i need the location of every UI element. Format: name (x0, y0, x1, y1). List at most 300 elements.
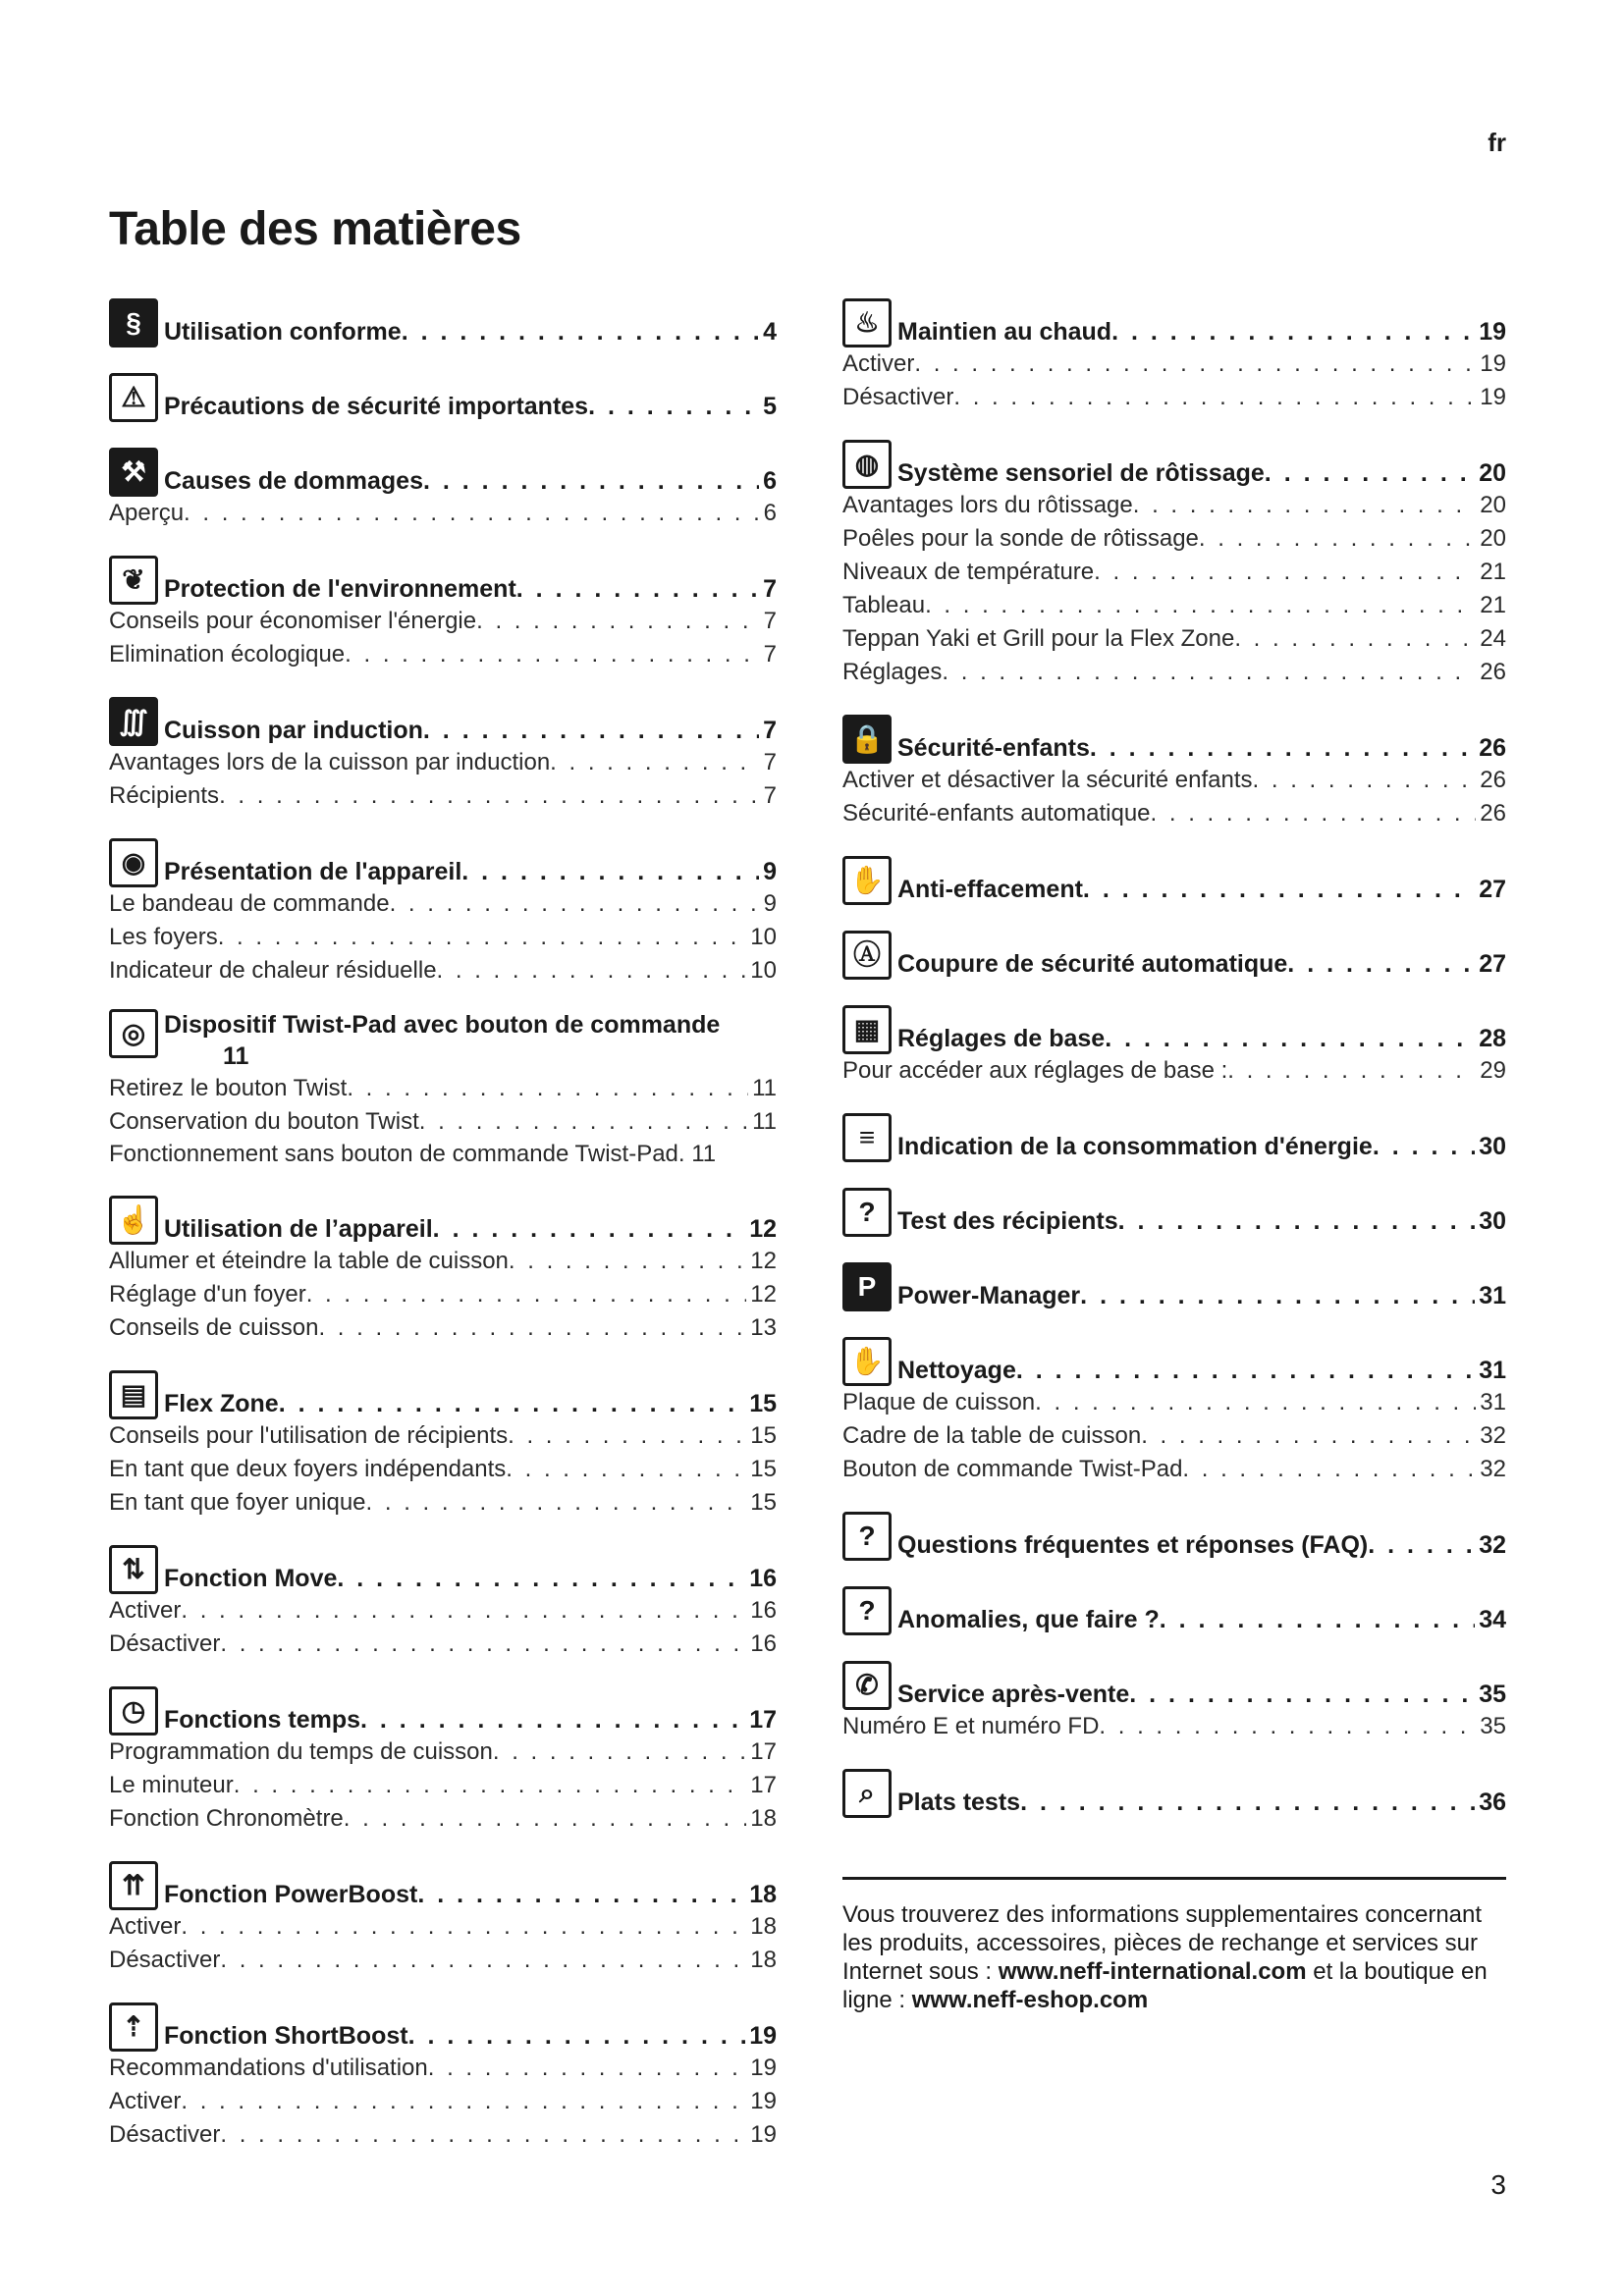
toc-entry-label: Avantages lors de la cuisson par induction (109, 749, 551, 775)
flex-zone-icon: ▤ (109, 1370, 158, 1419)
toc-heading-text (164, 573, 777, 605)
toc-heading-page: 31 (1479, 1357, 1506, 1384)
toc-entry-label: Récipients (109, 782, 220, 809)
toc-entry[interactable] (109, 497, 777, 530)
toc-heading-label: Flex Zone (164, 1390, 279, 1417)
dot-leader (1016, 1355, 1475, 1386)
toc-section (109, 693, 777, 813)
toc-left-column (109, 294, 777, 2173)
toc-entry-page: 19 (1480, 384, 1506, 410)
toc-entry-label: Poêles pour la sonde de rôtissage (842, 525, 1199, 552)
dot-leader (550, 746, 759, 779)
dot-leader (337, 1563, 745, 1594)
toc-heading-page: 4 (763, 318, 777, 346)
language-code: fr (1488, 128, 1506, 157)
toc-heading-label: Maintien au chaud (897, 318, 1112, 346)
toc-section-heading[interactable] (109, 444, 777, 497)
toc-heading-label: Anomalies, que faire ? (897, 1606, 1160, 1633)
toc-section-heading[interactable] (109, 294, 777, 347)
info-text-2: et la boutique en ligne : (842, 1958, 1488, 2013)
toc-heading-text (164, 316, 777, 347)
hand-use-icon: ☝ (109, 1196, 158, 1245)
dot-leader (1035, 1386, 1476, 1419)
toc-section (109, 1541, 777, 1661)
dot-leader (1287, 948, 1475, 980)
toc-heading-text (164, 1704, 777, 1735)
toc-section-heading[interactable] (842, 1109, 1506, 1162)
toc-section-heading[interactable] (842, 1657, 1506, 1710)
toc-entry[interactable] (109, 1486, 777, 1520)
toc-entry-page: 15 (750, 1456, 777, 1482)
toc-entry-label: En tant que foyer unique (109, 1489, 366, 1516)
toc-entry-page: 15 (750, 1422, 777, 1449)
toc-heading-text (164, 1879, 777, 1910)
timer-clock-icon: ◷ (109, 1686, 158, 1735)
toc-heading-page: 19 (1479, 318, 1506, 346)
toc-heading-label: Service après-vente (897, 1681, 1130, 1708)
toc-entry-label: Conseils de cuisson (109, 1314, 319, 1341)
toc-entry-page: 12 (750, 1248, 777, 1274)
toc-section-heading[interactable] (842, 1582, 1506, 1635)
toc-section (109, 1857, 777, 1977)
toc-heading-page: 35 (1479, 1681, 1506, 1708)
toc-heading-label: Protection de l'environnement (164, 575, 516, 603)
toc-entry[interactable] (842, 622, 1506, 656)
toc-section-heading[interactable] (109, 834, 777, 887)
toc-section (109, 1009, 777, 1170)
dot-leader (279, 1388, 746, 1419)
toc-heading-text (897, 1787, 1506, 1818)
dot-leader (1111, 316, 1475, 347)
toc-section-heading[interactable] (109, 1192, 777, 1245)
dot-leader (1133, 489, 1477, 522)
faq-document-icon: ? (842, 1512, 892, 1561)
toc-entry-page: 11 (752, 1075, 777, 1101)
toc-heading-text (164, 1213, 777, 1245)
toc-heading-label: Fonctions temps (164, 1706, 361, 1734)
dot-leader (508, 1419, 746, 1453)
toc-heading-text (897, 1604, 1506, 1635)
dot-leader (347, 1072, 748, 1105)
toc-entry-label: Les foyers (109, 924, 218, 950)
toc-entry-page: 31 (1480, 1389, 1506, 1415)
toc-entry-label: Programmation du temps de cuisson (109, 1738, 493, 1765)
dot-leader (417, 1879, 745, 1910)
toc-section (109, 552, 777, 671)
dot-leader (1090, 732, 1475, 764)
toc-entry[interactable] (109, 1802, 777, 1836)
toc-entry[interactable] (109, 1311, 777, 1345)
power-manager-icon: P (842, 1262, 892, 1311)
toc-section (842, 1582, 1506, 1635)
toc-section (842, 711, 1506, 830)
dot-leader (914, 347, 1476, 381)
toc-section (842, 1001, 1506, 1088)
toc-entry-page: 18 (750, 1805, 777, 1832)
keep-warm-icon: ♨ (842, 298, 892, 347)
toc-entry[interactable] (842, 589, 1506, 622)
toc-section-heading[interactable] (109, 1999, 777, 2052)
toc-entry[interactable] (842, 556, 1506, 589)
toc-entry-label: Activer (109, 2088, 182, 2114)
shortboost-pan-icon: ⇡ (109, 2002, 158, 2052)
dot-leader (234, 1769, 747, 1802)
cleaning-hand-icon: ✋ (842, 1337, 892, 1386)
toc-section-heading[interactable] (842, 1765, 1506, 1818)
toc-heading-page: 30 (1479, 1207, 1506, 1235)
toc-entry-page: 7 (763, 641, 777, 667)
toc-heading-label: Plats tests (897, 1789, 1021, 1816)
toc-section-heading[interactable] (109, 1682, 777, 1735)
toc-entry[interactable] (109, 921, 777, 954)
toc-heading-page: 32 (1479, 1531, 1506, 1559)
toc-heading-label: Indication de la consommation d'énergie (897, 1133, 1373, 1160)
dot-leader (506, 1453, 746, 1486)
dot-leader (588, 391, 759, 422)
toc-right-column (842, 294, 1506, 1840)
toc-entry-page: 32 (1480, 1422, 1506, 1449)
website-link[interactable]: www.neff-international.com (998, 1958, 1307, 1985)
toc-heading-text (897, 316, 1506, 347)
dot-leader (345, 638, 759, 671)
toc-entry-label: Recommandations d'utilisation (109, 2055, 428, 2081)
toc-entry[interactable] (109, 1769, 777, 1802)
toc-entry[interactable] (109, 2052, 777, 2085)
toc-section (109, 1192, 777, 1345)
toc-entry-page: 24 (1480, 625, 1506, 652)
eshop-link[interactable]: www.neff-eshop.com (911, 1987, 1149, 2013)
toc-entry[interactable] (109, 1910, 777, 1944)
toc-entry-page: 26 (1480, 800, 1506, 827)
toc-entry[interactable] (109, 1594, 777, 1628)
move-pan-icon: ⇅ (109, 1545, 158, 1594)
toc-entry-label: Teppan Yaki et Grill pour la Flex Zone (842, 625, 1235, 652)
toc-entry[interactable]: Fonctionnement sans bouton de commande Twist-Pad. 11 (109, 1141, 717, 1167)
dot-leader (181, 1594, 746, 1628)
toc-entry-label: Désactiver (109, 2121, 221, 2148)
dot-leader (366, 1486, 747, 1520)
toc-entry-page: 35 (1480, 1713, 1506, 1739)
toc-section-heading[interactable] (842, 1184, 1506, 1237)
dot-leader (428, 2052, 747, 2085)
warning-triangle-icon: ⚠ (109, 373, 158, 422)
dot-leader (1020, 1787, 1475, 1818)
toc-heading-label: Dispositif Twist-Pad avec bouton de commande (164, 1011, 721, 1039)
toc-entry-label: Plaque de cuisson (842, 1389, 1036, 1415)
online-info (842, 1900, 1506, 2014)
toc-entry[interactable] (109, 1072, 777, 1105)
dot-leader (433, 1213, 746, 1245)
toc-heading-text (897, 1679, 1506, 1710)
dot-leader (1160, 1604, 1475, 1635)
toc-entry-page: 29 (1480, 1057, 1506, 1084)
toc-section (109, 444, 777, 530)
toc-heading-label: Power-Manager (897, 1282, 1081, 1309)
dot-leader (1129, 1679, 1475, 1710)
toc-heading-label: Sécurité-enfants (897, 734, 1090, 762)
toc-entry[interactable] (842, 1386, 1506, 1419)
toc-entry-label: Numéro E et numéro FD (842, 1713, 1100, 1739)
toc-entry[interactable] (109, 954, 777, 988)
toc-section-heading[interactable] (109, 1857, 777, 1910)
toc-heading-page: 18 (749, 1881, 777, 1908)
toc-heading-page: 20 (1479, 459, 1506, 487)
toc-entry-page: 32 (1480, 1456, 1506, 1482)
toc-entry-page: 17 (750, 1738, 777, 1765)
toc-section (842, 927, 1506, 980)
toc-heading-page: 17 (749, 1706, 777, 1734)
dot-leader (1373, 1131, 1475, 1162)
toc-entry-label: Activer (842, 350, 915, 377)
toc-heading-page: 28 (1479, 1025, 1506, 1052)
toc-section (842, 1184, 1506, 1237)
toc-entry[interactable] (109, 1944, 777, 1977)
toc-entry-page: 13 (750, 1314, 777, 1341)
toc-heading-page: 30 (1479, 1133, 1506, 1160)
toc-section (109, 834, 777, 988)
dot-leader (493, 1735, 746, 1769)
toc-entry-page: 19 (750, 2121, 777, 2148)
dot-leader (360, 1704, 745, 1735)
toc-section (109, 294, 777, 347)
toc-section (842, 294, 1506, 414)
toc-section (842, 1258, 1506, 1311)
toc-section-heading[interactable] (842, 852, 1506, 905)
info-text-1: Vous trouverez des informations supplementaires concernant les produits, accessoires, pièces de rechange et services sur Internet sous : (842, 1901, 1483, 1985)
toc-entry[interactable] (842, 797, 1506, 830)
toc-entry-label: Activer (109, 1597, 182, 1624)
toc-entry-page: 16 (750, 1597, 777, 1624)
toc-heading-page: 5 (763, 393, 777, 420)
toc-entry[interactable] (109, 638, 777, 671)
toc-entry[interactable] (842, 1453, 1506, 1486)
magnifier-icon: ⌕ (842, 1769, 892, 1818)
toc-entry-label: Le minuteur (109, 1772, 234, 1798)
toc-heading-page: 15 (749, 1390, 777, 1417)
toc-entry-page: 7 (763, 608, 777, 634)
toc-entry-page: 18 (750, 1913, 777, 1940)
toc-entry[interactable] (109, 1105, 777, 1139)
toc-entry[interactable] (109, 1245, 777, 1278)
toc-section-heading[interactable] (109, 1541, 777, 1594)
dot-leader (437, 954, 747, 988)
toc-entry[interactable] (842, 522, 1506, 556)
toc-entry-label: Sécurité-enfants automatique (842, 800, 1151, 827)
dot-leader (218, 921, 747, 954)
page-number: 3 (1490, 2169, 1506, 2200)
toc-entry-page: 11 (752, 1108, 777, 1135)
dot-leader (344, 1802, 747, 1836)
toc-entry-page: 20 (1480, 525, 1506, 552)
dot-leader (181, 2085, 746, 2118)
toc-entry[interactable] (109, 1419, 777, 1453)
toc-heading-text (897, 457, 1506, 489)
toc-entry-page: 19 (750, 2088, 777, 2114)
toc-entry[interactable] (109, 1453, 777, 1486)
auto-shutoff-icon: Ⓐ (842, 931, 892, 980)
toc-entry[interactable] (109, 1628, 777, 1661)
toc-heading-text (164, 856, 777, 887)
toc-entry-label: Conservation du bouton Twist (109, 1108, 419, 1135)
dot-leader (220, 2118, 746, 2152)
toc-entry[interactable] (842, 1054, 1506, 1088)
toc-entry-label: Tableau (842, 592, 926, 618)
toc-entry[interactable] (109, 605, 777, 638)
toc-heading-page: 11 (223, 1042, 249, 1070)
toc-entry-page: 20 (1480, 492, 1506, 518)
toc-entry-label: Aperçu (109, 500, 185, 526)
toc-entry-label: Bouton de commande Twist-Pad (842, 1456, 1183, 1482)
toc-heading-text (897, 1529, 1506, 1561)
toc-entry[interactable] (842, 764, 1506, 797)
toc-entry-label: Conseils pour économiser l'énergie (109, 608, 477, 634)
toc-section-heading[interactable] (842, 927, 1506, 980)
toc-heading-text (897, 1205, 1506, 1237)
toc-heading-label: Questions fréquentes et réponses (FAQ) (897, 1531, 1369, 1559)
toc-heading-text (897, 732, 1506, 764)
page-title: Table des matières (109, 203, 521, 255)
twist-pad-knob-icon: ◎ (109, 1009, 158, 1058)
toc-entry-label: Elimination écologique (109, 641, 346, 667)
toc-entry-page: 19 (750, 2055, 777, 2081)
toc-section-heading[interactable] (842, 1258, 1506, 1311)
toc-section-heading[interactable] (109, 552, 777, 605)
dot-leader (390, 887, 760, 921)
toc-entry-page: 21 (1480, 592, 1506, 618)
cookware-test-icon: ? (842, 1188, 892, 1237)
toc-entry-label: En tant que deux foyers indépendants (109, 1456, 507, 1482)
dot-leader (509, 1245, 746, 1278)
toc-heading-text (897, 874, 1506, 905)
toc-entry-label: Cadre de la table de cuisson (842, 1422, 1142, 1449)
toc-entry-label: Le bandeau de commande (109, 890, 390, 917)
toc-section-heading[interactable] (842, 1508, 1506, 1561)
toc-heading-text (897, 948, 1506, 980)
toc-section-heading[interactable] (109, 369, 777, 422)
toc-entry[interactable] (842, 656, 1506, 689)
dot-leader (1099, 1710, 1476, 1743)
toc-entry[interactable] (109, 887, 777, 921)
toc-heading-label: Anti-effacement (897, 876, 1083, 903)
dot-leader (1105, 1023, 1475, 1054)
induction-coil-icon: ∭ (109, 697, 158, 746)
toc-entry[interactable] (109, 746, 777, 779)
toc-entry-label: Fonction Chronomètre (109, 1805, 344, 1832)
toc-heading-label: Fonction Move (164, 1565, 338, 1592)
toc-entry-page: 26 (1480, 659, 1506, 685)
dot-leader (220, 1628, 746, 1661)
toc-heading-text (897, 1355, 1506, 1386)
toc-section-heading[interactable] (842, 711, 1506, 764)
toc-entry-page: 6 (763, 500, 777, 526)
toc-entry-page: 10 (750, 957, 777, 984)
toc-section (109, 1682, 777, 1836)
toc-entry[interactable] (842, 1710, 1506, 1743)
toc-heading-page: 19 (749, 2022, 777, 2050)
toc-section (842, 1765, 1506, 1818)
toc-entry-page: 7 (763, 749, 777, 775)
toc-entry-page: 17 (750, 1772, 777, 1798)
toc-entry-page: 19 (1480, 350, 1506, 377)
dot-leader (408, 2020, 746, 2052)
toc-heading-label: Précautions de sécurité importantes (164, 393, 589, 420)
toc-heading-label: Fonction ShortBoost (164, 2022, 408, 2050)
toc-section-heading[interactable] (109, 1366, 777, 1419)
toc-entry[interactable] (109, 1735, 777, 1769)
dot-leader (402, 316, 759, 347)
toc-section (842, 1333, 1506, 1486)
dot-leader (1151, 797, 1477, 830)
dot-leader (1182, 1453, 1476, 1486)
toc-section-heading[interactable] (109, 693, 777, 746)
toc-entry[interactable] (842, 347, 1506, 381)
toc-heading-page: 31 (1479, 1282, 1506, 1309)
roasting-sensor-icon: ◍ (842, 440, 892, 489)
toc-heading-label: Cuisson par induction (164, 717, 423, 744)
toc-heading-label: Coupure de sécurité automatique (897, 950, 1288, 978)
toc-entry-label: Activer (109, 1913, 182, 1940)
dot-leader (1199, 522, 1476, 556)
toc-entry[interactable] (109, 2085, 777, 2118)
toc-entry-label: Conseils pour l'utilisation de récipients (109, 1422, 509, 1449)
dot-leader (419, 1105, 748, 1139)
dot-leader (1118, 1205, 1476, 1237)
toc-entry[interactable] (109, 2118, 777, 2152)
toc-entry[interactable] (109, 779, 777, 813)
toc-heading-page: 9 (763, 858, 777, 885)
toc-heading-page: 27 (1479, 950, 1506, 978)
toc-heading-page: 36 (1479, 1789, 1506, 1816)
toc-entry[interactable] (109, 1278, 777, 1311)
dot-leader (1227, 1054, 1476, 1088)
dot-leader (1368, 1529, 1475, 1561)
toc-section-heading[interactable] (842, 294, 1506, 347)
dot-leader (461, 856, 759, 887)
dot-leader (953, 381, 1476, 414)
dot-leader (219, 779, 760, 813)
toc-section-heading[interactable] (842, 1001, 1506, 1054)
toc-entry[interactable] (842, 381, 1506, 414)
toc-entry[interactable] (842, 489, 1506, 522)
eye-icon: ◉ (109, 838, 158, 887)
toc-entry[interactable] (842, 1419, 1506, 1453)
toc-section (109, 1999, 777, 2152)
toc-section-heading[interactable] (842, 1333, 1506, 1386)
toc-section-heading[interactable] (109, 1009, 777, 1072)
toc-entry-label: Allumer et éteindre la table de cuisson (109, 1248, 509, 1274)
toc-heading-page: 26 (1479, 734, 1506, 762)
toc-entry-label: Niveaux de température (842, 559, 1095, 585)
toc-entry-page: 10 (750, 924, 777, 950)
toc-entry-page: 18 (750, 1947, 777, 1973)
toc-entry-label: Retirez le bouton Twist (109, 1075, 348, 1101)
toc-heading-page: 7 (763, 717, 777, 744)
toc-section (109, 1366, 777, 1520)
toc-section (109, 369, 777, 422)
toc-heading-text (164, 715, 777, 746)
toc-entry-page: 7 (763, 782, 777, 809)
dot-leader (220, 1944, 746, 1977)
toc-heading-text (897, 1280, 1506, 1311)
dot-leader (925, 589, 1476, 622)
toc-entry-page: 26 (1480, 767, 1506, 793)
powerboost-pot-icon: ⇈ (109, 1861, 158, 1910)
toc-section-heading[interactable] (842, 436, 1506, 489)
toc-heading-text (164, 2020, 777, 2052)
toc-entry-page: 15 (750, 1489, 777, 1516)
info-divider (842, 1877, 1506, 1880)
wipe-protection-icon: ✋ (842, 856, 892, 905)
